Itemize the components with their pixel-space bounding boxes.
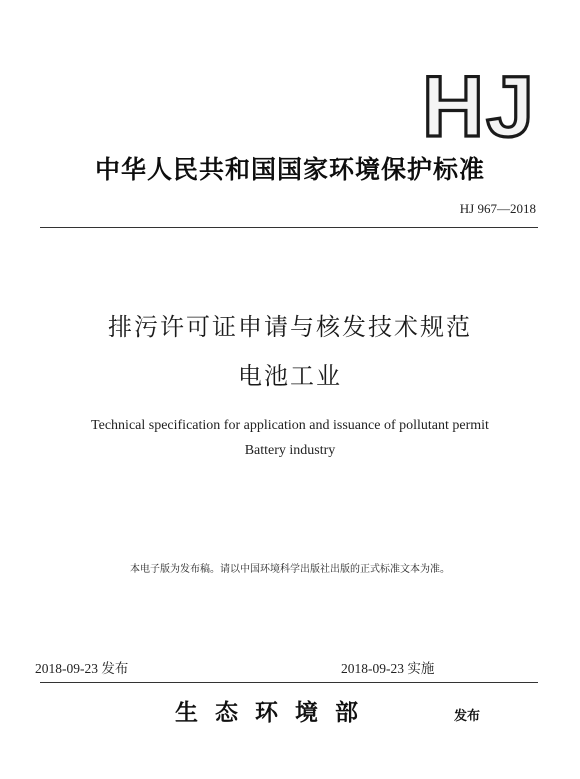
issue-date: 2018-09-23 发布	[35, 661, 129, 676]
electronic-version-notice: 本电子版为发布稿。请以中国环境科学出版社出版的正式标准文本为准。	[130, 564, 450, 575]
standard-number: HJ 967—2018	[459, 201, 536, 216]
publish-label: 发布	[454, 709, 481, 724]
chinese-title-line-2: 电池工业	[238, 362, 342, 390]
standard-body-title: 中华人民共和国国家环境保护标准	[94, 155, 485, 184]
hj-logo	[422, 62, 540, 142]
top-divider	[40, 227, 538, 228]
english-title-line-1: Technical specification for application and issuance of pollutant permit	[91, 418, 489, 433]
chinese-title-line-1: 排污许可证申请与核发技术规范	[108, 313, 472, 341]
bottom-divider	[40, 682, 538, 683]
implementation-date: 2018-09-23 实施	[341, 661, 435, 676]
hj-logo-text: HJ	[422, 62, 536, 142]
english-title-line-2: Battery industry	[244, 443, 336, 458]
publisher-name: 生态环境部	[175, 700, 375, 726]
